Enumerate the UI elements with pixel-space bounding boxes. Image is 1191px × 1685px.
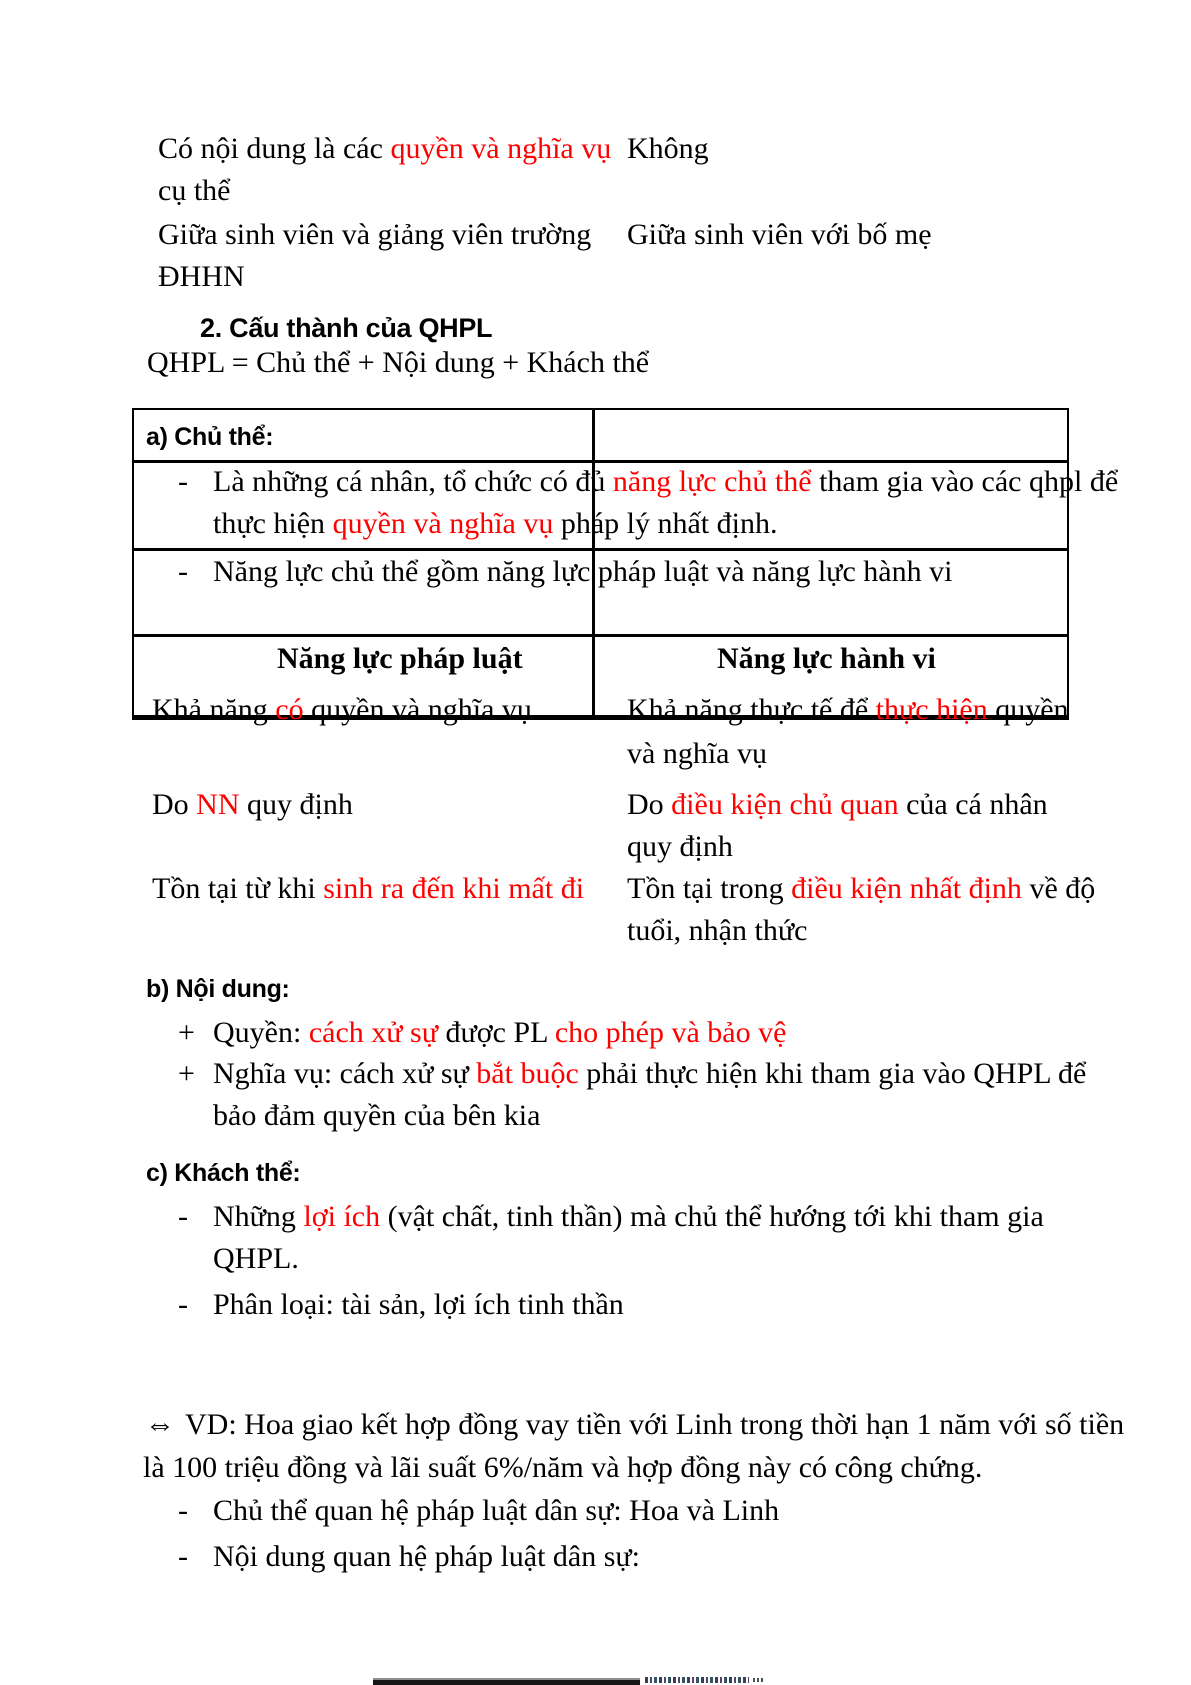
example-sub1-text: Chủ thể quan hệ pháp luật dân sự: Hoa và Linh	[213, 1494, 780, 1527]
dash-bullet: -	[178, 1200, 188, 1233]
section-c-item2	[178, 1284, 624, 1326]
section-b-heading: b) Nội dung:	[146, 975, 290, 1003]
section-b-item1	[178, 1012, 786, 1054]
table-row3-left: Tồn tại từ khi sinh ra đến khi mất đi	[152, 872, 585, 905]
section-b-item2-line1	[178, 1053, 1086, 1095]
table-bullet1-line1	[178, 461, 1118, 503]
example-sub2	[178, 1536, 640, 1578]
plus-bullet: +	[178, 1016, 195, 1049]
table-row2-left: Do NN quy định	[152, 788, 353, 821]
comparison-row1-left-line1: Có nội dung là các quyền và nghĩa vụ	[158, 132, 612, 165]
double-arrow-icon: ⇔	[145, 1408, 175, 1441]
qhpl-formula: QHPL = Chủ thể + Nội dung + Khách thể	[147, 346, 650, 379]
cut-off-text-remnant-small	[753, 1678, 765, 1682]
comparison-row2-left-line1: Giữa sinh viên và giảng viên trường	[158, 218, 592, 251]
cut-off-text-remnant	[645, 1677, 749, 1683]
example-line1-text: VD: Hoa giao kết hợp đồng vay tiền với Linh trong thời hạn 1 năm với số tiền	[185, 1408, 1125, 1441]
table-border-right	[1067, 408, 1069, 720]
table-bullet2-text: Năng lực chủ thể gồm năng lực pháp luật và năng lực hành vi	[213, 555, 953, 588]
comparison-row2-right: Giữa sinh viên với bố mẹ	[627, 218, 932, 251]
cut-off-window-edge	[373, 1678, 640, 1685]
example-line1	[145, 1404, 1124, 1446]
section-b-item1-text: Quyền: cách xử sự được PL cho phép và bảo vệ	[213, 1016, 787, 1049]
section-b-item2-line2: bảo đảm quyền của bên kia	[213, 1099, 541, 1132]
dash-bullet: -	[178, 1540, 188, 1573]
table-bullet1-line2: thực hiện quyền và nghĩa vụ pháp lý nhất định.	[213, 507, 778, 540]
comparison-row2-left-line2: ĐHHN	[158, 260, 245, 293]
section-2-heading: 2. Cấu thành của QHPL	[200, 313, 493, 343]
section-c-heading: c) Khách thể:	[146, 1159, 301, 1187]
dash-bullet: -	[178, 465, 188, 498]
table-row1-right-line1: Khả năng thực tế để thực hiện quyền	[627, 693, 1069, 726]
table-col2-header: Năng lực hành vi	[717, 642, 936, 675]
section-c-item1-line1-text: Những lợi ích (vật chất, tinh thần) mà chủ thể hướng tới khi tham gia	[213, 1200, 1044, 1233]
table-border-row3	[132, 634, 1069, 637]
table-row3-right-line2: tuổi, nhận thức	[627, 914, 808, 947]
example-sub2-text: Nội dung quan hệ pháp luật dân sự:	[213, 1540, 641, 1573]
table-border-left	[132, 408, 134, 720]
dash-bullet: -	[178, 1288, 188, 1321]
section-c-item1-line1	[178, 1196, 1044, 1238]
table-row1-right-line2: và nghĩa vụ	[627, 737, 767, 770]
section-c-item1-line2: QHPL.	[213, 1242, 299, 1275]
comparison-row1-left-line2: cụ thể	[158, 174, 231, 207]
table-row2-right-line2: quy định	[627, 830, 733, 863]
section-b-item2-line1-text: Nghĩa vụ: cách xử sự bắt buộc phải thực hiện khi tham gia vào QHPL để	[213, 1057, 1087, 1090]
table-row1-left: Khả năng có quyền và nghĩa vụ	[152, 693, 532, 726]
table-row2-right-line1: Do điều kiện chủ quan của cá nhân	[627, 788, 1048, 821]
table-row3-right-line1: Tồn tại trong điều kiện nhất định về độ	[627, 872, 1096, 905]
example-sub1	[178, 1490, 779, 1532]
table-a-heading: a) Chủ thể:	[146, 423, 274, 451]
dash-bullet: -	[178, 555, 188, 588]
example-line2: là 100 triệu đồng và lãi suất 6%/năm và hợp đồng này có công chứng.	[143, 1451, 983, 1484]
table-bullet1-line1-text: Là những cá nhân, tổ chức có đủ năng lực chủ thể tham gia vào các qhpl để	[213, 465, 1119, 498]
section-c-item2-text: Phân loại: tài sản, lợi ích tinh thần	[213, 1288, 624, 1321]
table-bullet2	[178, 551, 952, 593]
comparison-row1-right: Không	[627, 132, 709, 165]
plus-bullet: +	[178, 1057, 195, 1090]
table-col1-header: Năng lực pháp luật	[277, 642, 523, 675]
table-border-top	[132, 408, 1069, 410]
dash-bullet: -	[178, 1494, 188, 1527]
